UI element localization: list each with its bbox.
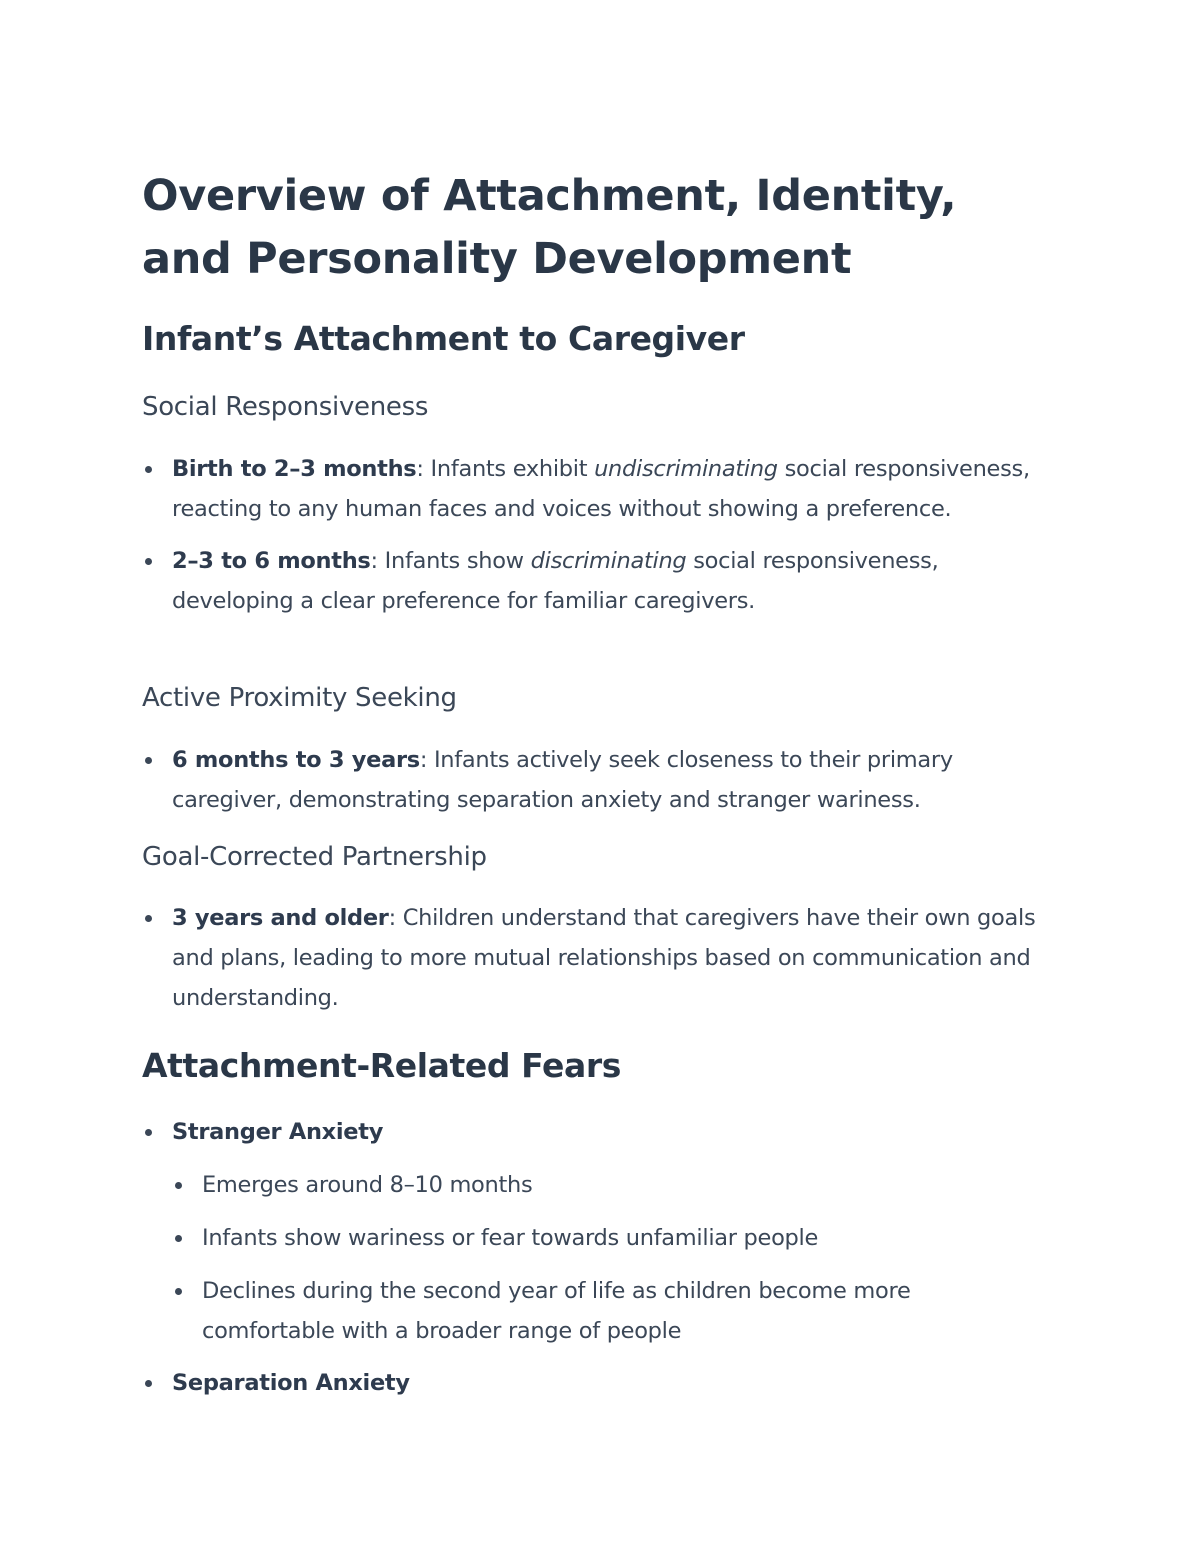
item-text: social responsiveness, reacting to any human faces and voices without showing a preference. xyxy=(172,456,1030,522)
item-text: : Infants actively seek closeness to their primary caregiver, demonstrating separation anxiety and stranger wariness. xyxy=(172,747,953,813)
item-text: : Children understand that caregivers have their own goals and plans, leading to more mutual relationships based on communication and understanding. xyxy=(172,905,1036,1011)
list-item-separation-anxiety xyxy=(142,1363,1032,1403)
list-item-stranger-anxiety xyxy=(142,1112,1032,1351)
subsection-heading-social-responsiveness: Social Responsiveness xyxy=(142,392,429,422)
stranger-anxiety-sublist xyxy=(172,1165,1032,1351)
item-label: Birth to 2–3 months xyxy=(172,456,417,482)
section-heading-attachment: Infant’s Attachment to Caregiver xyxy=(142,319,745,358)
list-item xyxy=(142,740,1032,820)
item-label: 2–3 to 6 months xyxy=(172,548,371,574)
sublist-item: Emerges around 8–10 months xyxy=(172,1165,1032,1205)
item-text: : Infants exhibit xyxy=(416,456,595,482)
list-item xyxy=(142,541,1032,621)
item-label: 3 years and older xyxy=(172,905,389,931)
item-label: Separation Anxiety xyxy=(172,1370,410,1396)
item-text: social responsiveness, developing a clear preference for familiar caregivers. xyxy=(172,548,939,614)
list-item xyxy=(142,898,1042,1018)
goal-corrected-list xyxy=(142,898,1042,1018)
active-proximity-list xyxy=(142,740,1032,820)
item-label: 6 months to 3 years xyxy=(172,747,420,773)
subsection-heading-active-proximity: Active Proximity Seeking xyxy=(142,683,457,713)
subsection-heading-goal-corrected: Goal-Corrected Partnership xyxy=(142,842,487,872)
item-text: : Infants show xyxy=(370,548,531,574)
item-emphasis: discriminating xyxy=(530,548,687,574)
fears-list xyxy=(142,1112,1032,1403)
page-title: Overview of Attachment, Identity, and Personality Development xyxy=(142,171,957,284)
item-emphasis: undiscriminating xyxy=(594,456,778,482)
sublist-item: Declines during the second year of life as children become more comfortable with a broader range of people xyxy=(172,1271,1032,1351)
section-heading-fears: Attachment-Related Fears xyxy=(142,1046,621,1085)
sublist-item: Infants show wariness or fear towards unfamiliar people xyxy=(172,1218,1032,1258)
item-label: Stranger Anxiety xyxy=(172,1119,384,1145)
list-item xyxy=(142,449,1032,529)
social-responsiveness-list xyxy=(142,449,1032,621)
